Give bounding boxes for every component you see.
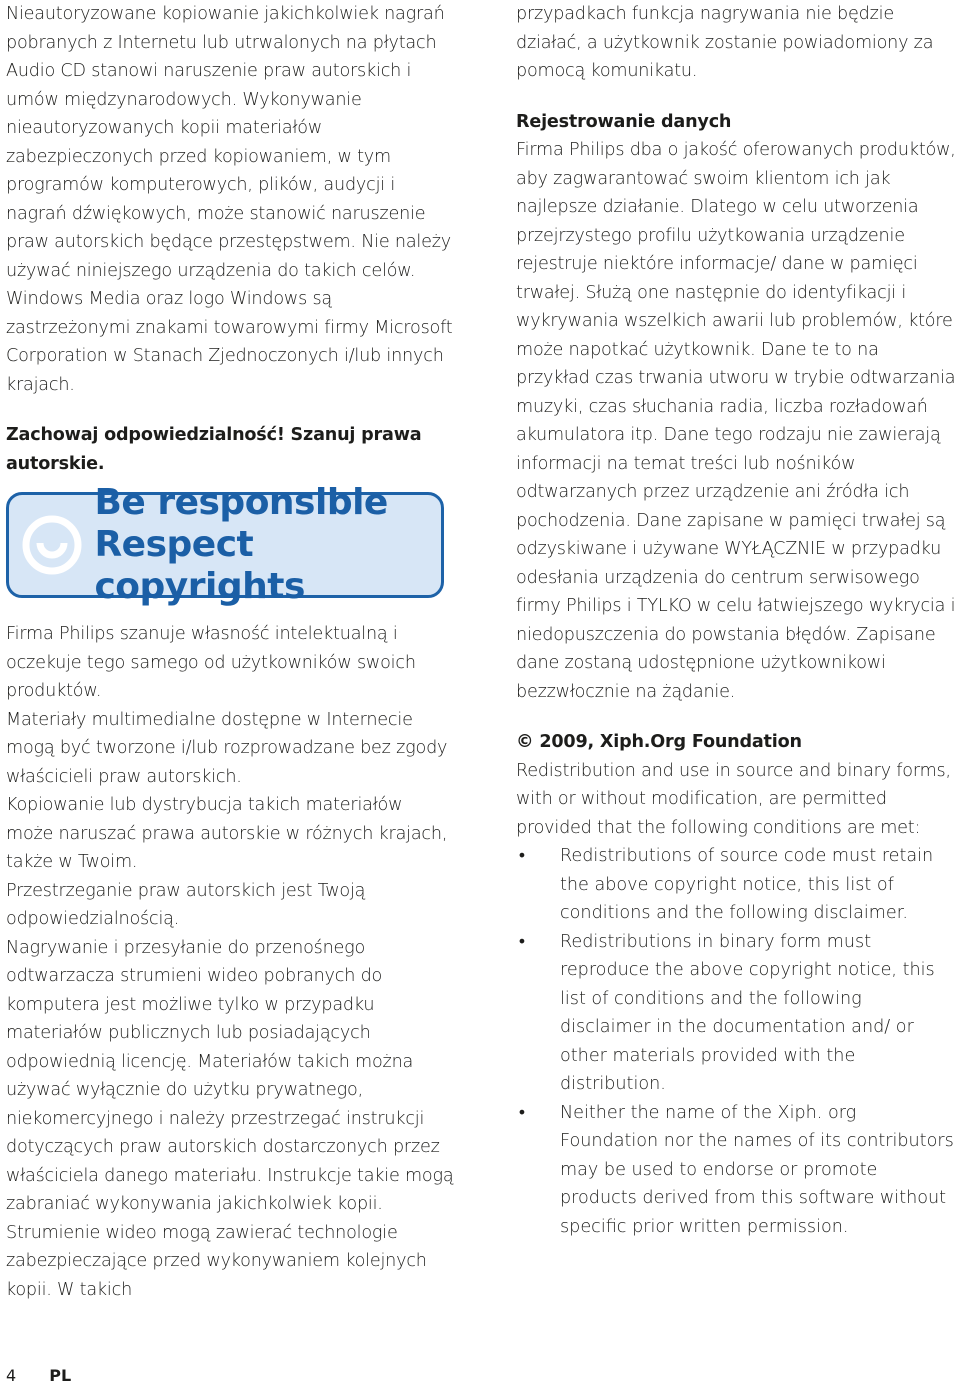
copyright-paragraph: Nieautoryzowane kopiowanie jakichkolwiek nagrań pobranych z Internetu lub utrwalonych na płytach Audio CD stanowi naruszenie praw autorskich i umów międzynarodowych. Wykonywanie nieautoryzowanych kopii materiałów zabezpieczonych przed kopiowaniem, w tym programów komputerowych, plików, audycji i nagrań dźwiękowych, może stanowić naruszenie praw autorskich będące przestępstwem. Nie należy używać niniejszego urządzenia do takich celów. Windows Media oraz logo Windows są zastrzeżonymi znakami towarowymi firmy Microsoft Corporation w Stanach Zjednoczonych i/lub innych krajach.: [6, 4, 453, 395]
spacer: [6, 399, 454, 421]
be-responsible-banner: [6, 482, 444, 607]
list-item-text: Neither the name of the Xiph. org Foundation nor the names of its contributors may be used to endorse or promote products derived from this software without specific prior written permission.: [560, 1102, 954, 1237]
distribution-paragraph: Kopiowanie lub dystrybucja takich materiałów może naruszać prawa autorskie w różnych krajach, także w Twoim.: [6, 795, 448, 872]
list-item: [516, 1099, 956, 1242]
video-streams-paragraph: Nagrywanie i przesyłanie do przenośnego odtwarzacza strumieni wideo pobranych do komputera jest możliwe tylko w przypadku materiałów publicznych lub posiadających odpowiednią licencję. Materiałów takich można używać wyłącznie do użytku prywatnego, niekomercyjnego i należy przestrzegać instrukcji dotyczących praw autorskich dostarczonych przez właściciela danego materiału. Instrukcje takie mogą zabraniać wykonywania jakichkolwiek kopii. Strumienie wideo mogą zawierać technologie zabezpieczające przed wykonywaniem kolejnych kopii. W takich: [6, 937, 454, 1300]
page-footer: [6, 1364, 71, 1388]
banner-line-2: Respect copyrights: [94, 524, 305, 607]
spacer: [516, 706, 956, 728]
bullet-icon: •: [518, 931, 526, 952]
list-item-text: Redistributions of source code must retain the above copyright notice, this list of conditions and the following disclaimer.: [560, 846, 934, 923]
list-item-text: Redistributions in binary form must reproduce the above copyright notice, this list of conditions and the following disclaimer in the documentation and/ or other materials provided with the distribution.: [560, 931, 935, 1094]
license-conditions-list: [516, 842, 956, 1241]
list-item: [516, 928, 956, 1099]
xiph-copyright-heading: © 2009, Xiph.Org Foundation: [516, 732, 802, 752]
data-logging-paragraph: Firma Philips dba o jakość oferowanych produktów, aby zagwarantować swoim klientom ich jak najlepsze działanie. Dlatego w celu utworzenia przejrzystego profilu użytkowania urządzenie rejestruje niektóre informacje/ dane w pamięci trwałej. Służą one następnie do identyfikacji i wykrywania wszelkich awarii lub problemów, które może napotkać użytkownik. Dane te to na przykład czas trwania utworu w trybie odtwarzania muzyki, czas słuchania radia, liczba rozładowań akumulatora itp. Dane tego rodzaju nie zawierają informacji na temat treści lub nośników odtwarzanych przez urządzenie ani źródła ich pochodzenia. Dane zapisane w pamięci trwałej są odzyskiwane i używane WYŁĄCZNIE w przypadku odesłania urządzenia do centrum serwisowego firmy Philips i TYLKO w celu łatwiejszego wykrycia i niedopuszczenia do powstania błędów. Zapisane dane zostaną udostępnione użytkownikowi bezzwłocznie na żądanie.: [516, 140, 956, 702]
internet-media-paragraph: Materiały multimedialne dostępne w Internecie mogą być tworzone i/lub rozprowadzane bez zgody właścicieli praw autorskich.: [6, 709, 448, 787]
bullet-icon: •: [518, 1102, 526, 1123]
bullet-icon: •: [518, 846, 526, 866]
data-logging-heading: Rejestrowanie danych: [516, 111, 732, 132]
standby-circle-icon: [9, 495, 94, 595]
xiph-license-intro: Redistribution and use in source and binary forms, with or without modification, are permitted provided that the following conditions are met:: [516, 760, 951, 838]
banner-line-1: Be responsible: [94, 482, 388, 523]
language-code: PL: [49, 1366, 72, 1385]
right-column: [516, 0, 956, 1241]
list-item: [516, 842, 956, 928]
left-column: [6, 0, 454, 1304]
philips-ip-paragraph: Firma Philips szanuje własność intelektualną i oczekuje tego samego od użytkowników swoich produktów.: [6, 624, 416, 701]
banner-text: [94, 482, 441, 608]
responsibility-paragraph: Przestrzeganie praw autorskich jest Twoją odpowiedzialnością.: [6, 880, 366, 929]
spacer: [516, 86, 956, 108]
page-number: 4: [6, 1366, 17, 1385]
recording-continued-paragraph: przypadkach funkcja nagrywania nie będzie działać, a użytkownik zostanie powiadomiony za pomocą komunikatu.: [516, 4, 934, 81]
responsibility-heading: Zachowaj odpowiedzialność! Szanuj prawa autorskie.: [6, 425, 422, 474]
